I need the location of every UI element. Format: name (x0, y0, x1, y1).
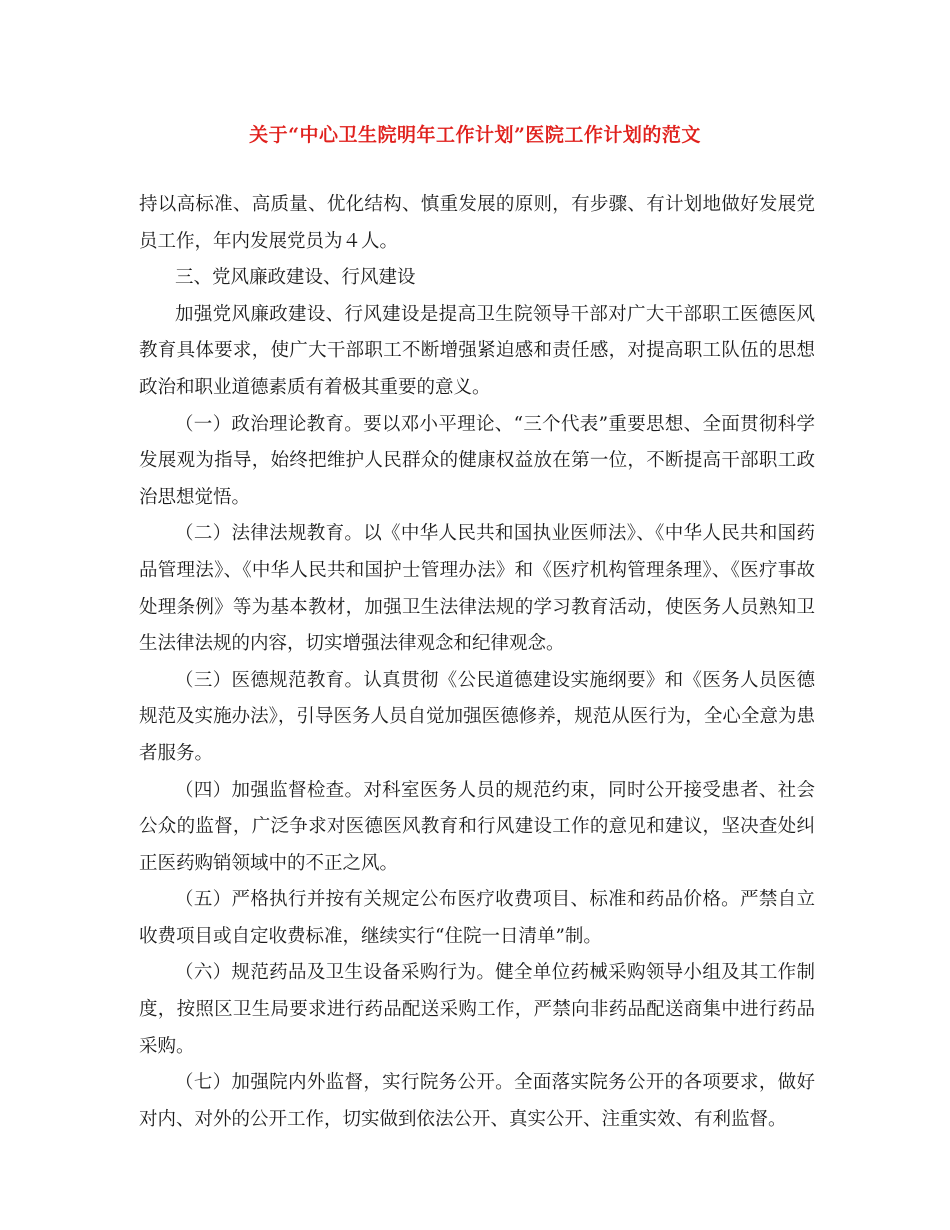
paragraph-item-7: （七）加强院内外监督，实行院务公开。全面落实院务公开的各项要求，做好对内、对外的公开工作，切实做到依法公开、真实公开、注重实效、有利监督。 (139, 1072, 815, 1130)
document-title: 关于“中心卫生院明年工作计划”医院工作计划的范文 (249, 124, 701, 146)
paragraph-continuation: 持以高标准、高质量、优化结构、慎重发展的原则，有步骤、有计划地做好发展党员工作，年内发展党员为４人。 (139, 194, 815, 252)
paragraph-item-6: （六）规范药品及卫生设备采购行为。健全单位药械采购领导小组及其工作制度，按照区卫生局要求进行药品配送采购工作，严禁向非药品配送商集中进行药品采购。 (139, 962, 815, 1057)
paragraph-intro: 加强党风廉政建设、行风建设是提高卫生院领导干部对广大干部职工医德医风教育具体要求，使广大干部职工不断增强紧迫感和责任感，对提高职工队伍的思想政治和职业道德素质有着极其重要的意义。 (139, 303, 815, 398)
paragraph-item-2: （二）法律法规教育。以《中华人民共和国执业医师法》、《中华人民共和国药品管理法》、《中华人民共和国护士管理办法》和《医疗机构管理条理》、《医疗事故处理条例》等为基本教材，加强卫生法律法规的学习教育活动，使医务人员熟知卫生法律法规的内容，切实增强法律观念和纪律观念。 (139, 523, 815, 655)
section-heading: 三、党风廉政建设、行风建设 (175, 267, 416, 289)
document-body (139, 187, 815, 1138)
paragraph-item-5: （五）严格执行并按有关规定公布医疗收费项目、标准和药品价格。严禁自立收费项目或自定收费标准，继续实行“住院一日清单”制。 (139, 889, 815, 947)
paragraph-item-3: （三）医德规范教育。认真贯彻《公民道德建设实施纲要》和《医务人员医德规范及实施办法》，引导医务人员自觉加强医德修养，规范从医行为，全心全意为患者服务。 (139, 669, 815, 764)
paragraph-item-1: （一）政治理论教育。要以邓小平理论、“三个代表”重要思想、全面贯彻科学发展观为指导，始终把维护人民群众的健康权益放在第一位，不断提高干部职工政治思想觉悟。 (139, 413, 815, 508)
paragraph-item-4: （四）加强监督检查。对科室医务人员的规范约束，同时公开接受患者、社会公众的监督，广泛争求对医德医风教育和行风建设工作的意见和建议，坚决查处纠正医药购销领域中的不正之风。 (139, 779, 815, 874)
